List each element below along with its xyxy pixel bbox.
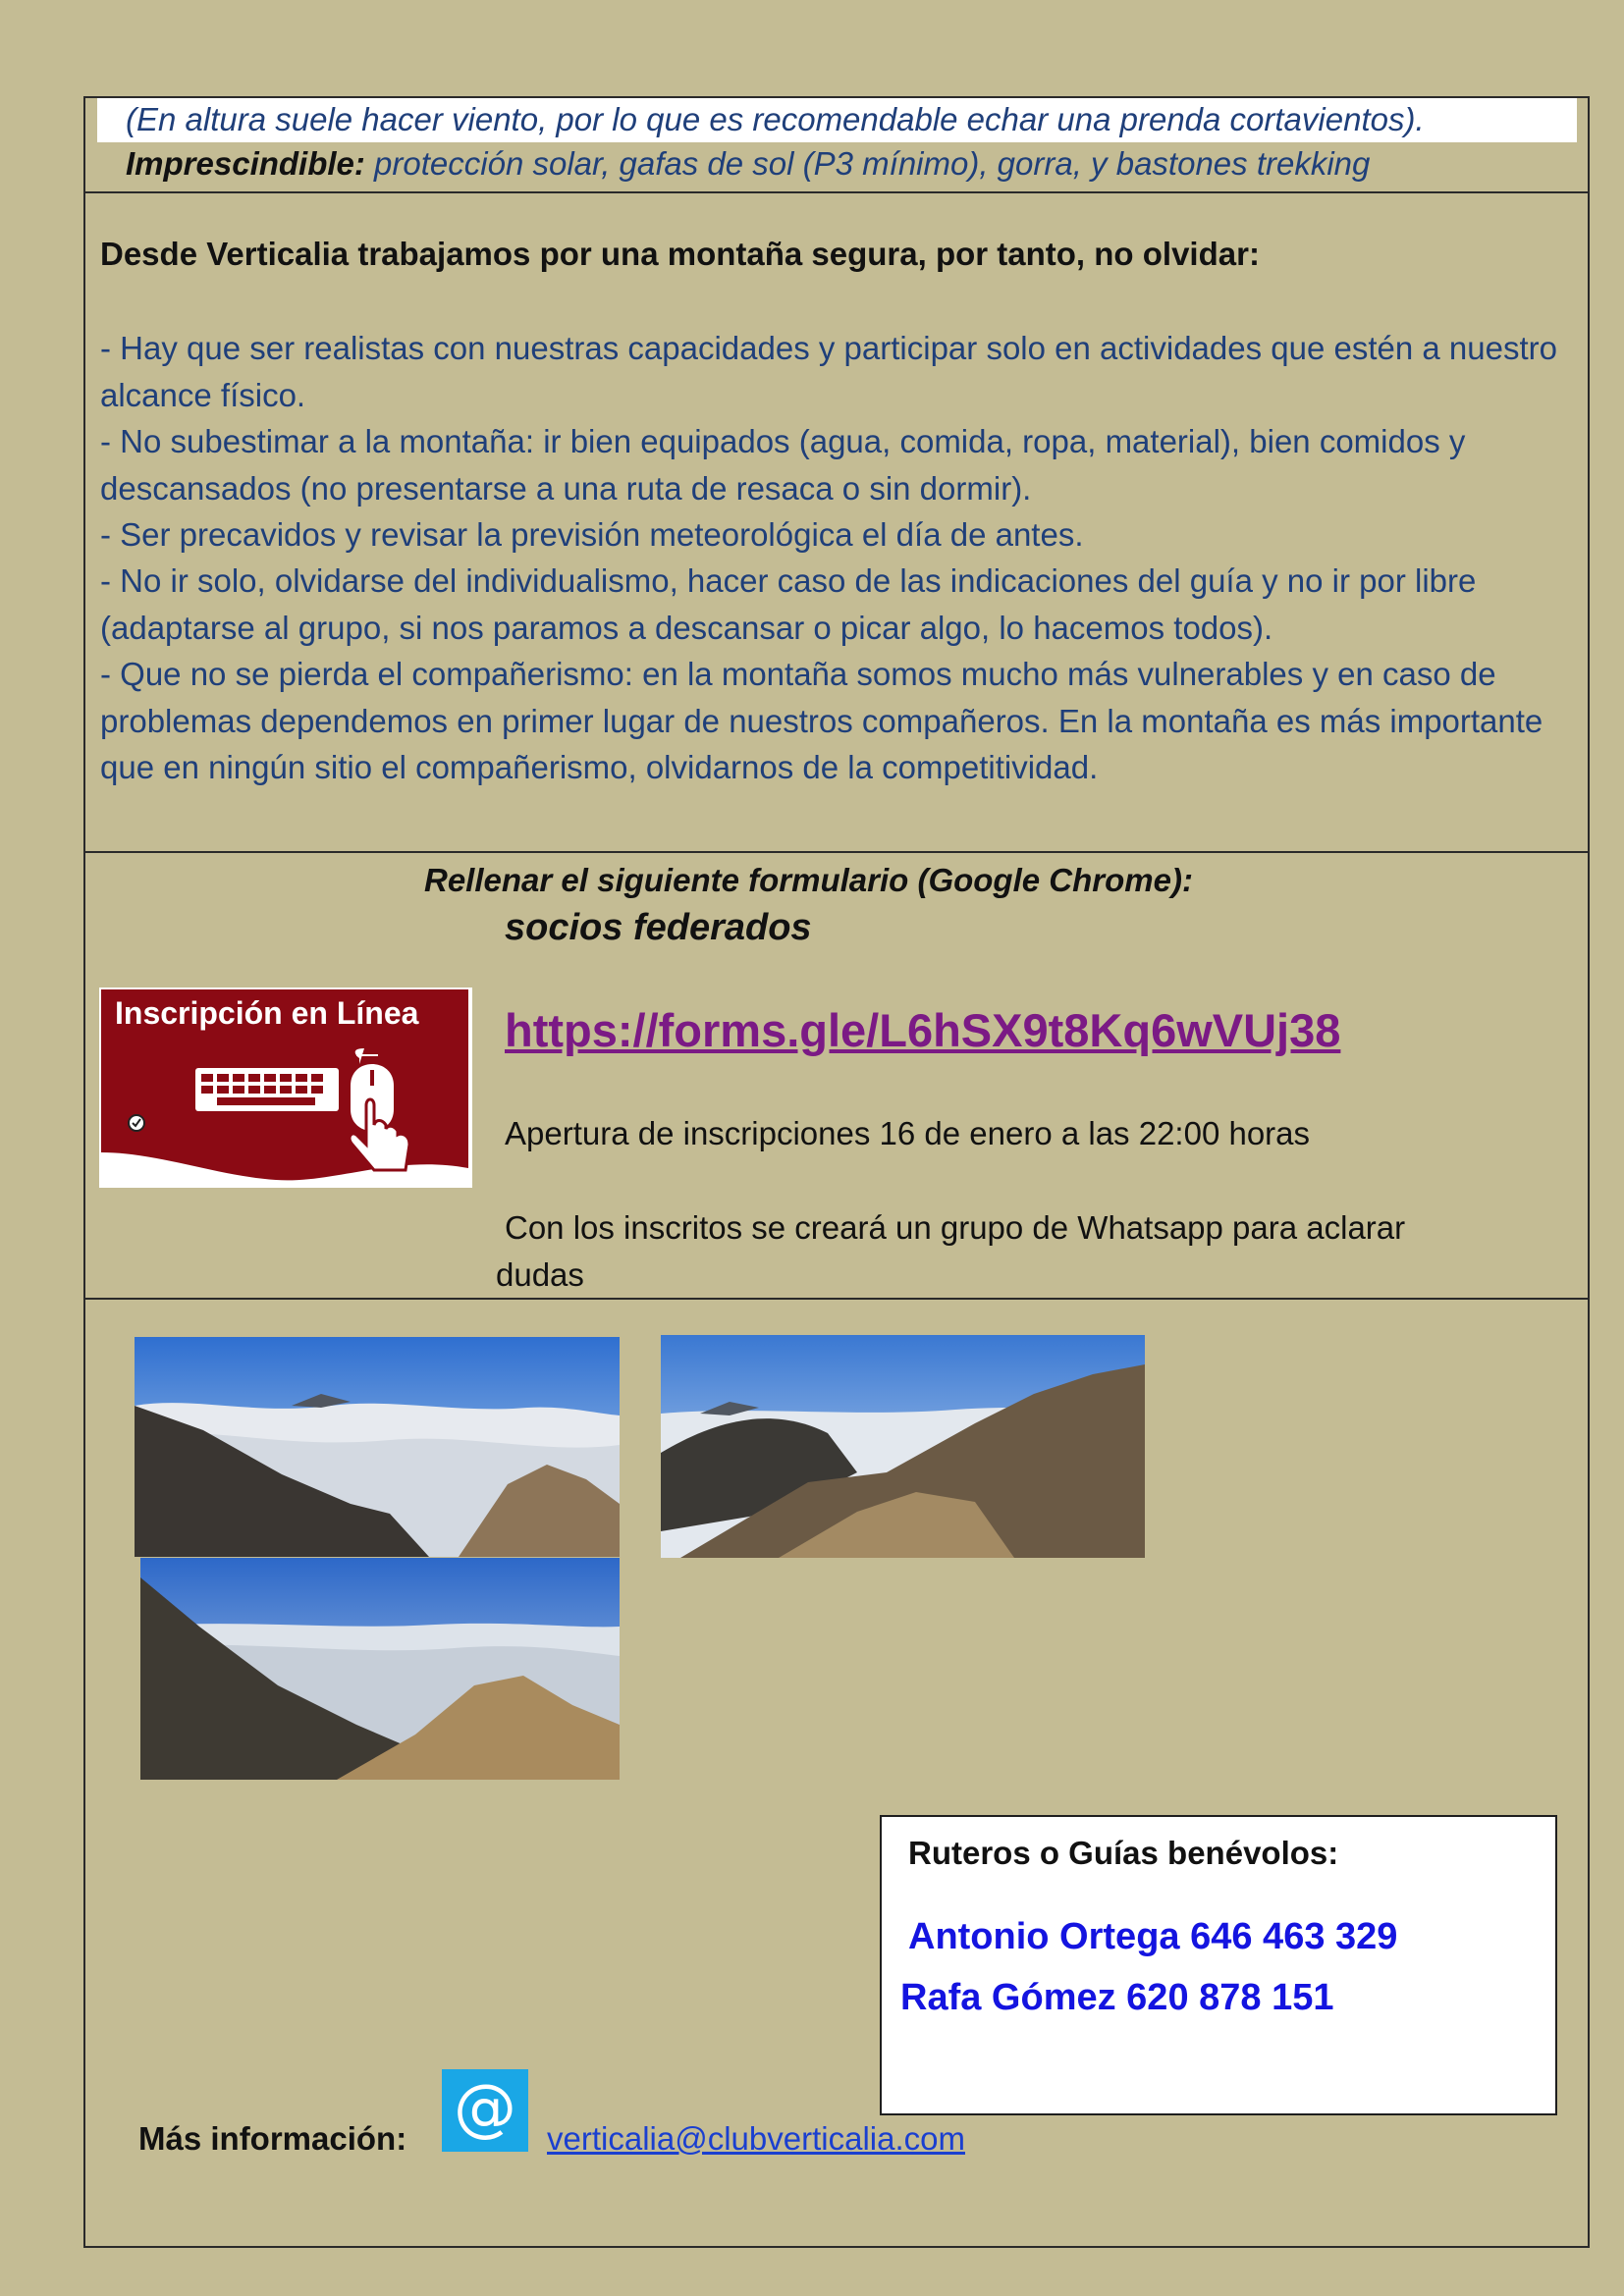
mountain-photo [140,1558,620,1780]
mountain-photo [661,1335,1145,1558]
form-heading: Rellenar el siguiente formulario (Google Chrome): [424,862,1193,898]
guides-heading: Ruteros o Guías benévolos: [908,1835,1339,1871]
safety-rule: - No ir solo, olvidarse del individualismo, hacer caso de las indicaciones del guía y no ir por libre (adaptarse al grupo, si nos paramos a descansar o picar algo, lo hacemos todos). [100,562,1477,646]
whatsapp-note: Con los inscritos se creará un grupo de Whatsapp para aclarar [505,1209,1406,1246]
registration-opening: Apertura de inscripciones 16 de enero a las 22:00 horas [505,1115,1311,1151]
online-registration-banner [99,988,472,1188]
essential-items: protección solar, gafas de sol (P3 mínimo), gorra, y bastones trekking [364,145,1371,182]
email-link[interactable]: verticalia@clubverticalia.com [547,2120,965,2157]
safety-rule: - Ser precavidos y revisar la previsión meteorológica el día de antes. [100,516,1084,553]
divider [83,1298,1590,1300]
divider [83,191,1590,193]
essential-label: Imprescindible: [126,145,365,182]
safety-rule: - Hay que ser realistas con nuestras capacidades y participar solo en actividades que estén a nuestro alcance físico. [100,330,1558,413]
mountain-photo [135,1337,620,1557]
registration-form-link[interactable]: https://forms.gle/L6hSX9t8Kq6wVUj38 [505,1004,1341,1056]
guide-contact: Antonio Ortega 646 463 329 [908,1916,1398,1957]
whatsapp-note-continued: dudas [496,1256,584,1293]
safety-rule: - No subestimar a la montaña: ir bien equipados (agua, comida, ropa, material), bien comidos y descansados (no presentarse a una ruta de resaca o sin dormir). [100,423,1466,507]
banner-text: Inscripción en Línea [115,995,419,1031]
safety-heading: Desde Verticalia trabajamos por una montaña segura, por tanto, no olvidar: [100,236,1260,272]
essential-line [126,145,1370,183]
divider [83,851,1590,853]
more-info-label: Más información: [138,2120,407,2157]
form-subheading: socios federados [505,907,812,948]
safety-rule: - Que no se pierda el compañerismo: en la montaña somos mucho más vulnerables y en caso de problemas dependemos en primer lugar de nuestros compañeros. En la montaña es más importante que en ningún sitio el compañerismo, olvidarnos de la competitividad. [100,656,1543,785]
guide-contact: Rafa Gómez 620 878 151 [900,1977,1334,2018]
wind-note: (En altura suele hacer viento, por lo que es recomendable echar una prenda cortavientos). [126,101,1425,137]
at-icon: @ [442,2069,528,2152]
